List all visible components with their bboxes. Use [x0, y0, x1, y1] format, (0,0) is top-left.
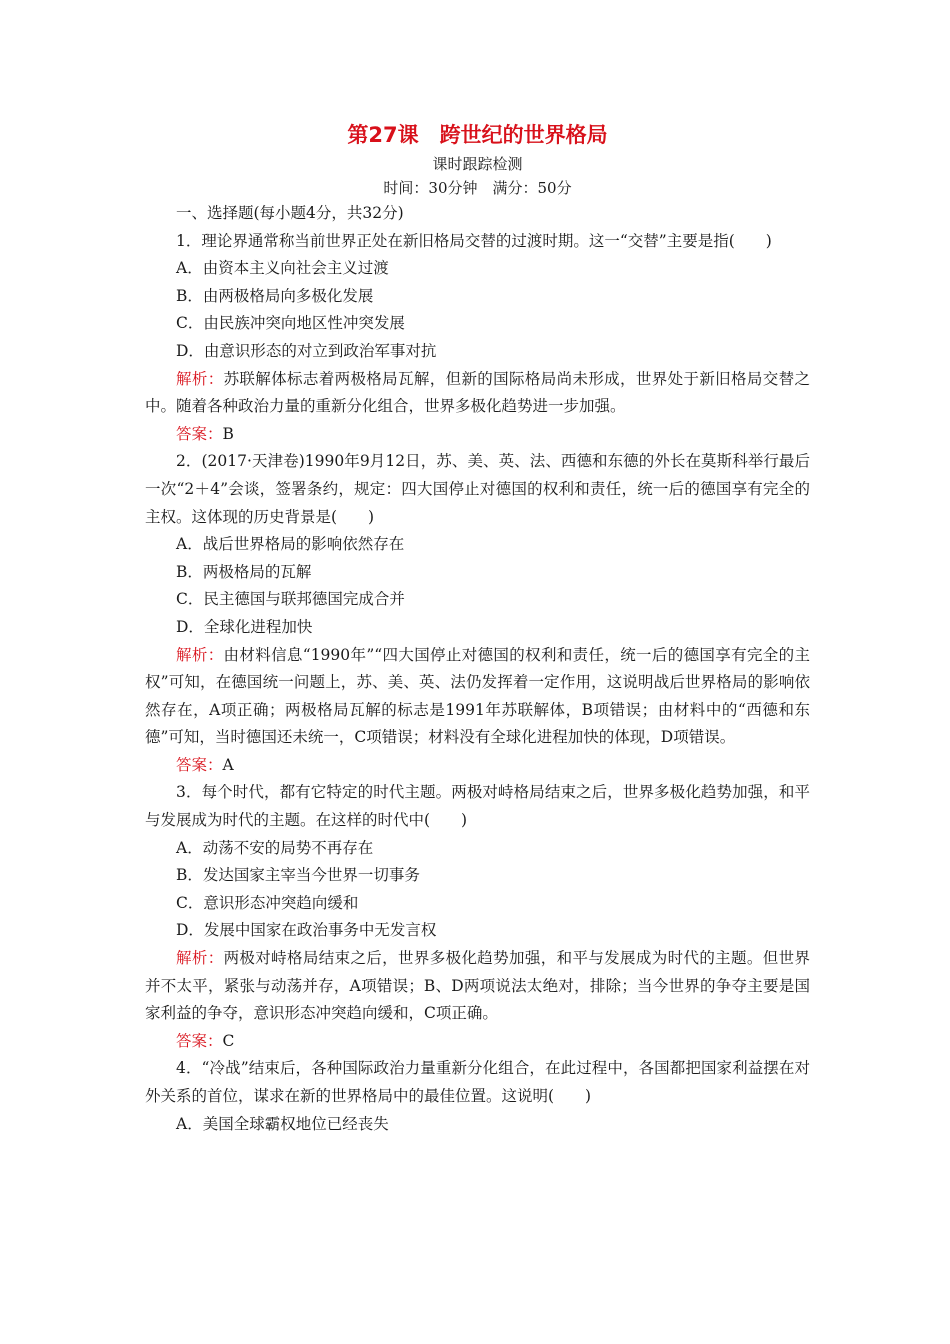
question-option: A．战后世界格局的影响依然存在 [176, 535, 405, 554]
analysis [145, 945, 810, 1028]
analysis-label: 解析： [176, 949, 224, 968]
answer [145, 421, 810, 449]
question-stem: 3．每个时代，都有它特定的时代主题。两极对峙格局结束之后，世界多极化趋势加强，和平与发展成为时代的主题。在这样的时代中( ) [145, 783, 810, 830]
question-option: D．全球化进程加快 [176, 617, 313, 636]
analysis-label: 解析： [176, 645, 224, 664]
question-option: D．由意识形态的对立到政治军事对抗 [176, 341, 437, 360]
analysis-text: 两极对峙格局结束之后，世界多极化趋势加强，和平与发展成为时代的主题。但世界并不太平，紧张与动荡并存，A项错误；B、D两项说法太绝对，排除；当今世界的争夺主要是国家利益的争夺，意识形态冲突趋向缓和，C项正确。 [145, 949, 810, 1023]
answer-value: A [222, 755, 234, 774]
question-option: C．意识形态冲突趋向缓和 [176, 893, 359, 912]
question-option: D．发展中国家在政治事务中无发言权 [176, 921, 437, 940]
question-option: C．民主德国与联邦德国完成合并 [176, 590, 405, 609]
question-stem: 1．理论界通常称当前世界正处在新旧格局交替的过渡时期。这一“交替”主要是指( ) [176, 231, 772, 250]
answer-label: 答案： [176, 424, 223, 443]
answer [145, 1028, 810, 1056]
analysis [145, 642, 810, 752]
question-option: B．发达国家主宰当今世界一切事务 [176, 866, 420, 885]
analysis-text: 由材料信息“1990年”“四大国停止对德国的权利和责任，统一后的德国享有完全的主权”可知，在德国统一问题上，苏、美、英、法仍发挥着一定作用，这说明战后世界格局的影响依然存在，A项正确；两极格局瓦解的标志是1991年苏联解体，B项错误；由材料中的“西德和东德”可知，当时德国还未统一，C项错误；材料没有全球化进程加快的体现，D项错误。 [145, 645, 810, 747]
page-subtitle: 课时跟踪检测 [432, 155, 523, 173]
question-option: A．动荡不安的局势不再存在 [176, 838, 374, 857]
question-option: B．两极格局的瓦解 [176, 562, 312, 581]
question-stem: 4．“冷战”结束后，各种国际政治力量重新分化组合，在此过程中，各国都把国家利益摆在对外关系的首位，谋求在新的世界格局中的最佳位置。这说明( ) [145, 1059, 810, 1105]
answer [145, 752, 810, 780]
answer-label: 答案： [176, 1031, 223, 1050]
analysis-text: 苏联解体标志着两极格局瓦解，但新的国际格局尚未形成，世界处于新旧格局交替之中。随着各种政治力量的重新分化组合，世界多极化趋势进一步加强。 [145, 369, 810, 416]
section-heading: 一、选择题(每小题4分，共32分) [176, 204, 404, 222]
answer-value: C [222, 1031, 235, 1050]
question-option: A．美国全球霸权地位已经丧失 [176, 1114, 389, 1133]
question-option: B．由两极格局向多极化发展 [176, 286, 374, 305]
time-info: 时间：30分钟 满分：50分 [383, 179, 572, 197]
analysis [145, 366, 810, 421]
analysis-label: 解析： [176, 369, 224, 388]
question-stem: 2．(2017·天津卷)1990年9月12日，苏、美、英、法、西德和东德的外长在莫斯科举行最后一次“2＋4”会谈，签署条约，规定：四大国停止对德国的权利和责任，统一后的德国享有完全的主权。这体现的历史背景是( ) [145, 452, 810, 526]
document-page [145, 120, 810, 1138]
question-option: A．由资本主义向社会主义过渡 [176, 259, 389, 278]
answer-value: B [222, 424, 234, 443]
answer-label: 答案： [176, 755, 223, 774]
page-title: 第27课 跨世纪的世界格局 [347, 123, 608, 147]
question-option: C．由民族冲突向地区性冲突发展 [176, 314, 405, 333]
